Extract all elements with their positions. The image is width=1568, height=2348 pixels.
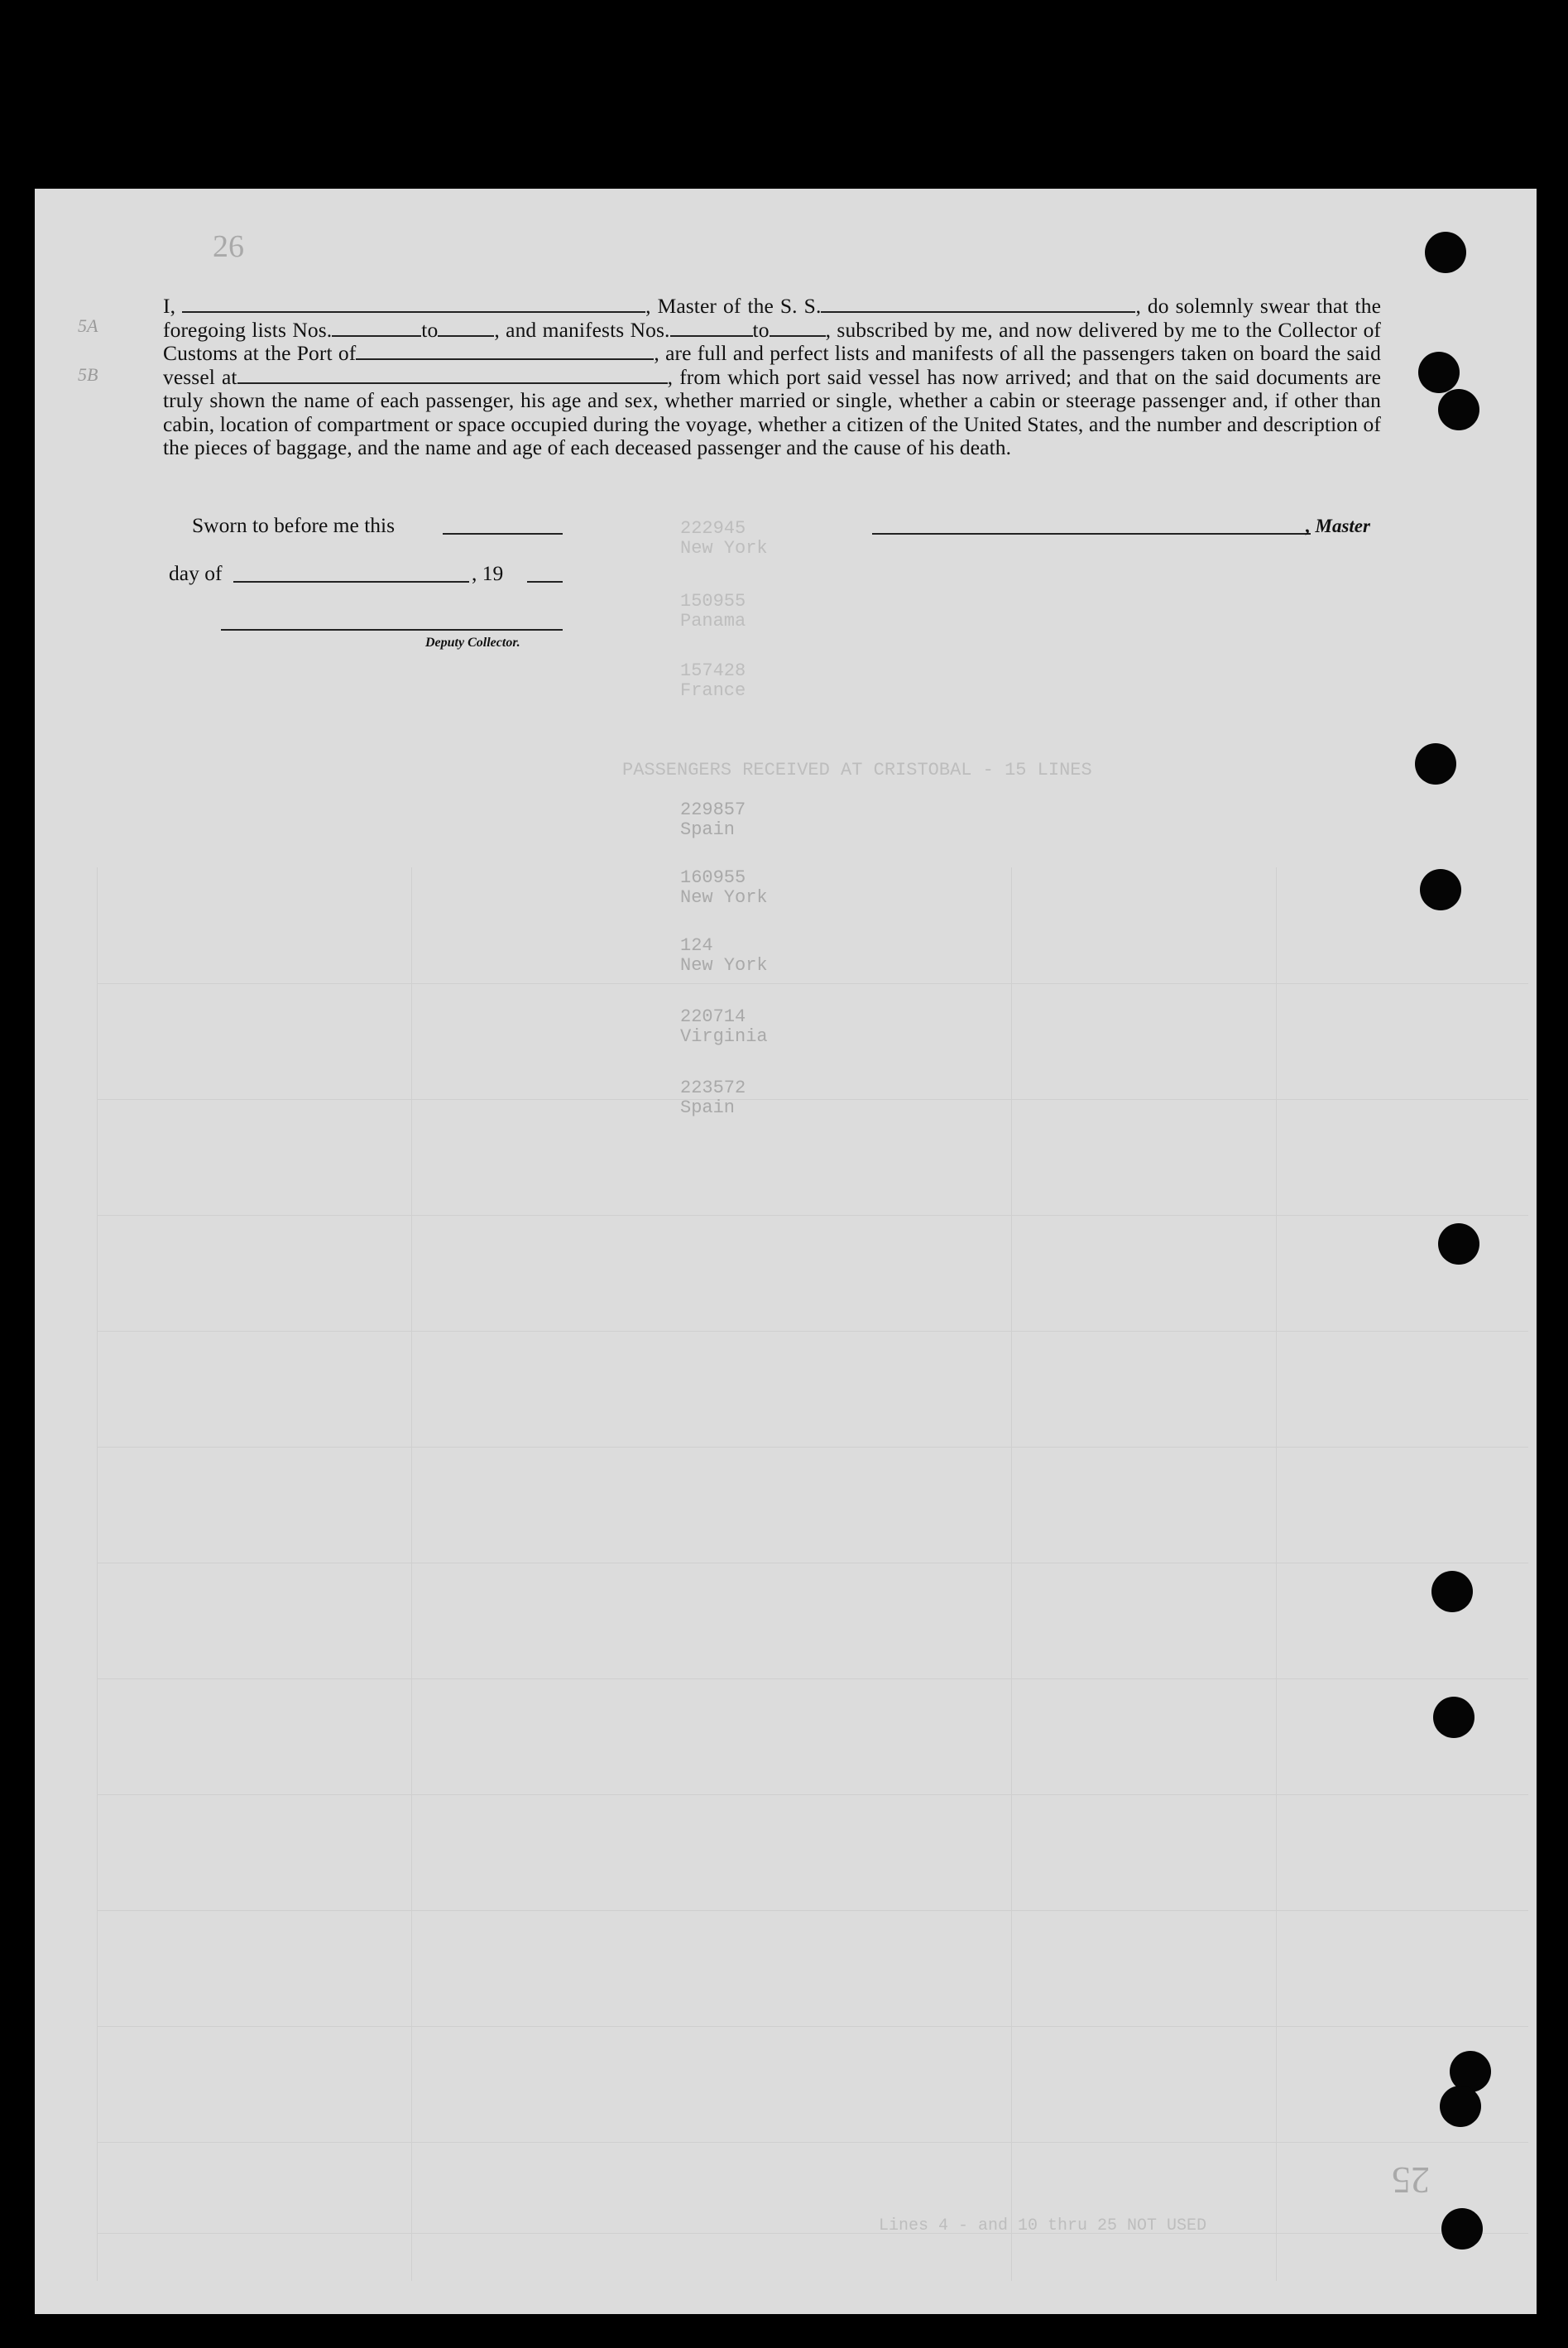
ruling-line — [97, 1794, 1528, 1795]
punch-hole — [1420, 869, 1461, 910]
manifest-page — [35, 189, 1537, 2314]
ruling-line — [97, 2026, 1528, 2027]
bleed-id: 124 — [680, 935, 713, 956]
punch-hole — [1425, 232, 1466, 273]
day-of-label: day of — [169, 561, 223, 585]
manifests-from-field[interactable] — [670, 320, 753, 337]
bleed-id: 160955 — [680, 867, 746, 888]
manifests-to-field[interactable] — [770, 320, 826, 337]
ruling-line — [97, 1099, 1528, 1100]
ruling-line — [97, 1447, 1528, 1448]
punch-hole — [1433, 1697, 1474, 1738]
bleed-id: 229857 — [680, 799, 746, 820]
port-field[interactable] — [356, 343, 654, 360]
oath-text: I, — [163, 294, 176, 318]
master-label — [1306, 513, 1370, 538]
ruling-line — [97, 1678, 1528, 1679]
punch-hole — [1438, 389, 1479, 430]
punch-hole — [1415, 743, 1456, 785]
stamp-number: 25 — [1392, 2159, 1430, 2202]
deputy-collector-label: Deputy Collector. — [425, 636, 520, 650]
bleed-id: 222945 — [680, 518, 746, 539]
bleed-place: New York — [680, 955, 768, 976]
ruling-column — [97, 867, 98, 2281]
oath-text: , subscribed by me, and now delivered by me to the Collector of Customs at the Port of — [163, 317, 1382, 365]
bleed-id: 220714 — [680, 1006, 746, 1027]
year-field[interactable] — [527, 579, 563, 583]
sworn-label: Sworn to before me this — [192, 513, 396, 537]
ruling-line — [97, 1215, 1528, 1216]
ruling-column — [411, 867, 412, 2281]
ruling-line — [97, 2142, 1528, 2143]
year-label: , 19 — [472, 561, 504, 585]
oath-text: to — [752, 317, 770, 342]
bleed-footer: Lines 4 - and 10 thru 25 NOT USED — [879, 2216, 1207, 2235]
bleed-id: 223572 — [680, 1078, 746, 1098]
lists-to-field[interactable] — [438, 320, 494, 337]
ruling-column — [1011, 867, 1012, 2281]
master-name-field[interactable] — [182, 296, 645, 313]
bleed-place: New York — [680, 887, 768, 908]
bleed-id: 150955 — [680, 591, 746, 612]
deputy-signature-field[interactable] — [221, 627, 563, 631]
bleed-place: Virginia — [680, 1026, 768, 1047]
punch-hole — [1440, 2086, 1481, 2127]
oath-text: , Master of the S. S. — [645, 294, 822, 318]
oath-paragraph — [163, 295, 1381, 460]
ruling-line — [97, 983, 1528, 984]
ruling-line — [97, 1331, 1528, 1332]
page-number: 26 — [213, 229, 244, 264]
bleed-id: 157428 — [680, 660, 746, 681]
ruling-column — [1276, 867, 1277, 2281]
bleed-place: Spain — [680, 819, 736, 840]
bleed-place: New York — [680, 538, 768, 559]
punch-hole — [1441, 2208, 1483, 2250]
oath-text: , and manifests Nos. — [494, 317, 670, 342]
ruling-line — [97, 2233, 1528, 2234]
margin-note: 5A — [78, 315, 98, 336]
master-label-text: , Master — [1306, 516, 1370, 536]
punch-hole — [1418, 352, 1460, 393]
bleed-place: Panama — [680, 611, 746, 631]
oath-text: , from which port said vessel has now arrived; and that on the said documents are truly shown the name of each passenger, his age and sex, whether married or single, whether a cabin or steerage passenger and, if other than cabin, location of compartment or space occupied during the voyage, whether a citizen of the United States, and the number and description of the pieces of baggage, and the name and age of each deceased passenger and the cause of his death. — [163, 364, 1382, 459]
punch-hole — [1438, 1223, 1479, 1265]
oath-text: to — [421, 317, 439, 342]
oath-text: , do solemnly swear that the foregoing lists Nos. — [163, 294, 1382, 342]
ruling-line — [97, 1910, 1528, 1911]
oath-text: , are full and perfect lists and manifests of all the passengers taken on board the said vessel at — [163, 341, 1382, 389]
bleed-heading: PASSENGERS RECEIVED AT CRISTOBAL - 15 LINES — [622, 760, 1092, 780]
punch-hole — [1431, 1571, 1473, 1612]
master-signature-field[interactable] — [872, 531, 1311, 535]
margin-note: 5B — [78, 364, 98, 385]
departure-port-field[interactable] — [237, 367, 668, 384]
month-field[interactable] — [233, 579, 469, 583]
bleed-place: France — [680, 680, 746, 701]
lists-from-field[interactable] — [332, 320, 421, 337]
vessel-name-field[interactable] — [821, 296, 1135, 313]
bleed-place: Spain — [680, 1097, 736, 1118]
sworn-date-field[interactable] — [443, 531, 563, 535]
